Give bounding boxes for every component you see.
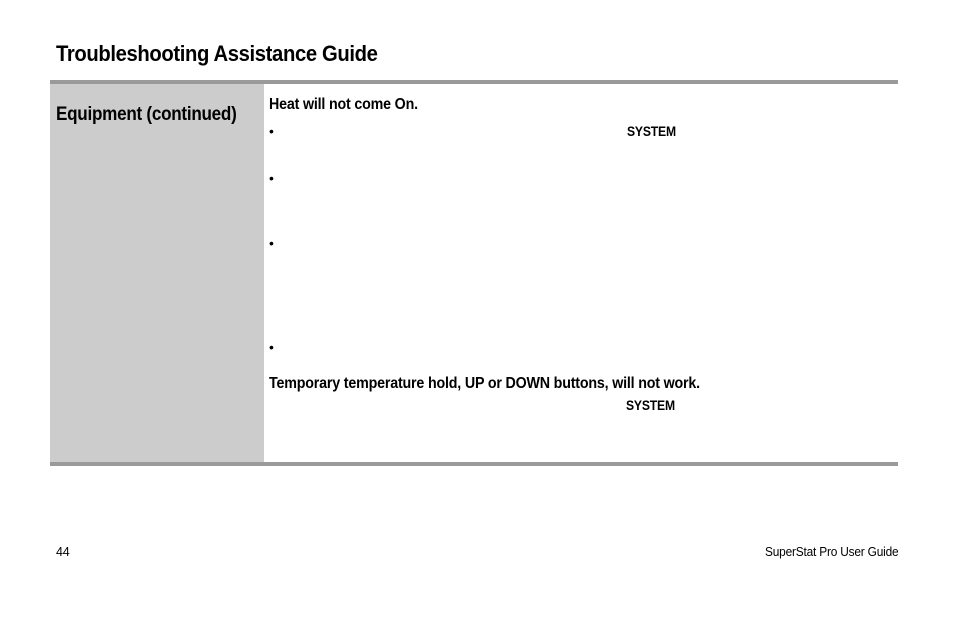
bullet-4: • <box>269 339 274 355</box>
bullet-2: • <box>269 170 274 186</box>
issue-heading-heat: Heat will not come On. <box>269 96 418 113</box>
page-title: Troubleshooting Assistance Guide <box>56 41 378 66</box>
bottom-divider <box>50 462 898 466</box>
guide-name: SuperStat Pro User Guide <box>764 545 898 559</box>
system-keyword-1: SYSTEM <box>627 124 676 139</box>
section-sidebar <box>50 84 264 462</box>
bullet-1: • <box>269 123 274 139</box>
system-keyword-2: SYSTEM <box>626 398 675 413</box>
bullet-3: • <box>269 235 274 251</box>
section-heading: Equipment (continued) <box>56 104 237 125</box>
page-number: 44 <box>56 545 70 559</box>
issue-heading-hold-buttons: Temporary temperature hold, UP or DOWN buttons, will not work. <box>269 375 700 392</box>
